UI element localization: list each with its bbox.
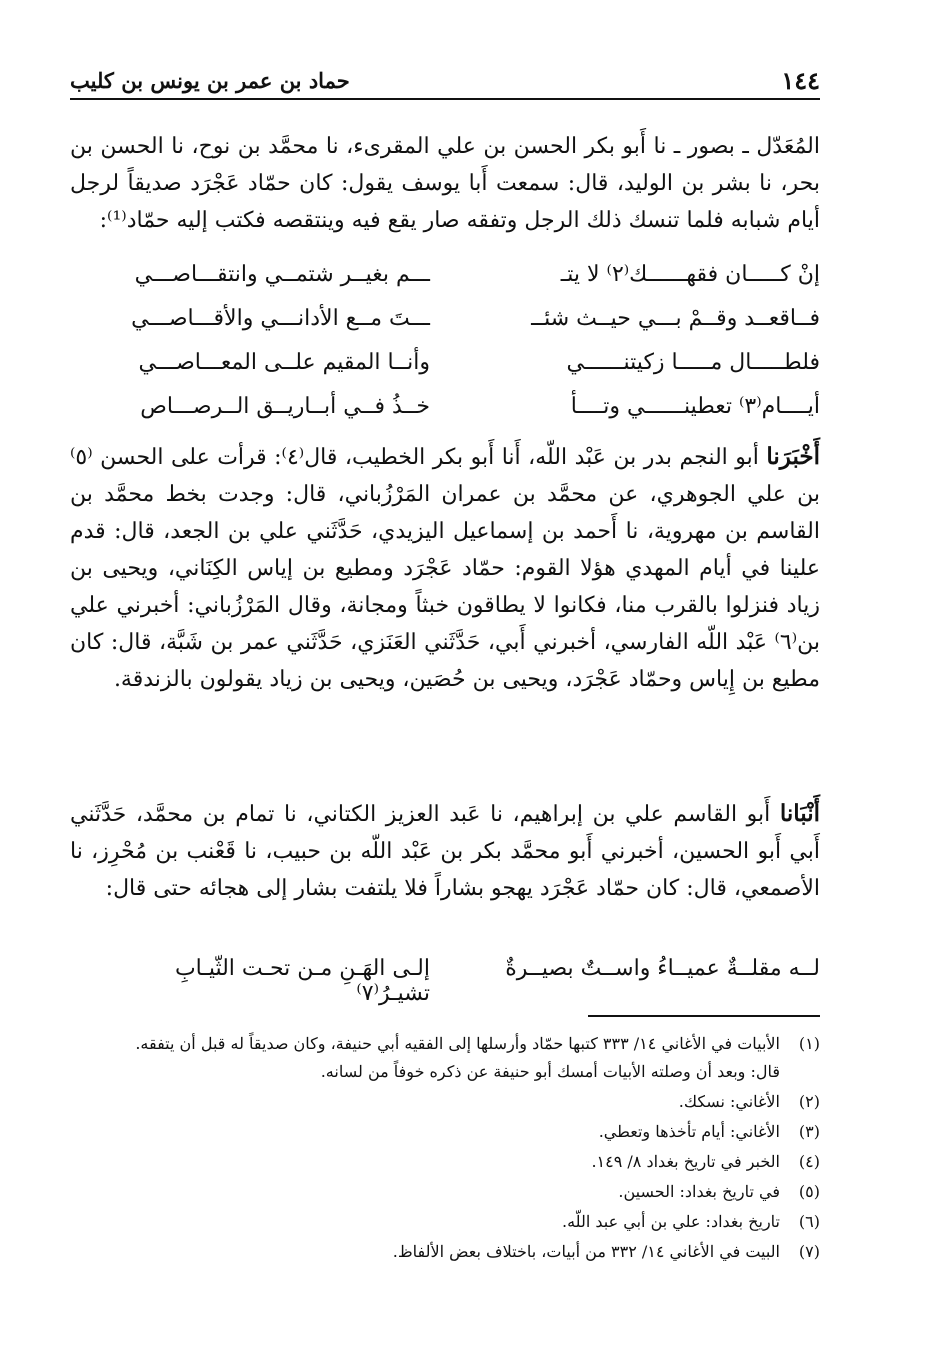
footnote-number: (٢)	[798, 1092, 820, 1111]
paragraph-lead-word: أَنْبَانا	[779, 800, 820, 827]
footnote	[80, 1088, 820, 1116]
poem-1	[100, 262, 820, 438]
verse-first-hemistich: إنْ كـــــان فقهــــــك⁽٢⁾ لا يتـ	[560, 262, 820, 287]
paragraph-1: المُعَدّل ـ بصور ـ نا أَبو بكر الحسن بن علي المقرىء، نا محمَّد بن نوح، نا الحسن بن بحر، نا بشر بن الوليد، قال: سمعت أَبا يوسف يقول: كان حمّاد عَجْرَد صديقاً لرجل أيام شبابه فلما تنسك ذلك الرجل وتفقه صار يقع فيه وينتقصه فكتب إليه حمّاد⁽¹⁾:	[70, 134, 820, 233]
verse-first-hemistich: أيــــام⁽٣⁾ تعطينــــــي وتــــأ	[570, 394, 820, 419]
paragraph-text: أَبو القاسم علي بن إبراهيم، نا عَبد العزيز الكتاني، نا تمام بن محمَّد، حَدَّثَني أَبي أَبو الحسين، أخبرني أَبو محمَّد بكر بن عَبْد اللّه بن حبيب، نا قَعْنب بن مُحْرِز، نا الأصمعي، قال: كان حمّاد عَجْرَد يهجو بشاراً فلا يلتفت بشار إلى هجائه حتى قال:	[70, 802, 820, 901]
verse-first-hemistich: فــاقعــد وقــمْ بـــي حيــث شئــ	[531, 306, 820, 331]
footnote-number: (٦)	[798, 1212, 820, 1231]
paragraph-3	[70, 795, 820, 907]
page-number: ١٤٤	[781, 66, 820, 95]
footnote	[80, 1030, 820, 1086]
verse-second-hemistich: إلـى الهَـنِ مـن تحـت الثّيـابِ تشيـرُ⁽٧⁾	[174, 956, 430, 1006]
footnote-text: في تاريخ بغداد: الحسين.	[618, 1182, 780, 1201]
verse	[100, 350, 820, 394]
paragraph-text: أبو النجم بدر بن عَبْد اللّه، أَنا أَبو بكر الخطيب، قال⁽٤⁾: قرأت على الحسن ⁽٥⁾ بن علي الجوهري، عن محمَّد بن عمران المَرْزُباني، قال: وجدت بخط محمَّد بن القاسم بن مهروية، نا أَحمد بن إسماعيل اليزيدي، حَدَّثَني علي بن الجعد، قال: قدم علينا في أيام المهدي هؤلا القوم: حمّاد عَجْرَد ومطيع بن إياس الكِنَاني، ويحيى بن زياد فنزلوا بالقرب منا، فكانوا لا يطاقون خبثاً ومجانة، وقال المَرْزُباني: أخبرني علي بن⁽٦⁾ عَبْد اللّه الفارسي، أخبرني أَبي، حَدَّثَني العَنَزي، حَدَّثَني عمر بن شَبَّة، قال: كان مطيع بن إِياس وحمّاد عَجْرَد، ويحيى بن حُصَين، ويحيى بن زياد يقولون بالزندقة.	[70, 445, 820, 692]
footnote	[80, 1238, 820, 1266]
footnote	[80, 1178, 820, 1206]
verse	[100, 262, 820, 306]
paragraph-lead-word: أَخْبَرَنا	[766, 443, 820, 470]
footnote-number: (٥)	[798, 1182, 820, 1201]
running-title: حماد بن عمر بن يونس بن كليب	[70, 68, 350, 93]
footnote-number: (٧)	[798, 1242, 820, 1261]
footnote-text: الأغاني: أيام تأخذها وتعطي.	[598, 1122, 780, 1141]
footnote-continuation: قال: وبعد أن وصلته الأبيات أمسك أبو حنيفة عن ذكره خوفاً من لسانه.	[320, 1062, 780, 1081]
verse-first-hemistich: فلطـــــال مـــــا زكيتنــــــي	[566, 350, 820, 375]
verse-second-hemistich: خــذُ فــي أبــاريــق الــرصـــاص	[140, 394, 430, 419]
footnote	[80, 1148, 820, 1176]
footnote-text: الخبر في تاريخ بغداد ٨/ ١٤٩.	[591, 1152, 780, 1171]
verse-second-hemistich: ـــتَ مــع الأدانـــي والأقـــاصـــي	[131, 306, 430, 331]
footnotes	[80, 1030, 820, 1268]
footnote-text: الأبيات في الأغاني ١٤/ ٣٣٣ كتبها حمّاد وأرسلها إلى الفقيه أبي حنيفة، وكان صديقاً له قبل أن يتفقه.	[135, 1034, 780, 1053]
footnote-separator	[588, 1015, 820, 1017]
footnote-number: (١)	[798, 1034, 820, 1053]
verse-first-hemistich: لــه مقلــةٌ عميــاءُ واســتٌ بصيــرةٌ	[505, 956, 820, 981]
verse-second-hemistich: وأنــا المقيم علــى المعـــاصـــي	[138, 350, 430, 375]
verse-second-hemistich: ـــم بغيــر شتمــي وانتقـــاصـــي	[134, 262, 430, 287]
footnote	[80, 1118, 820, 1146]
verse	[100, 956, 820, 1006]
paragraph-2	[70, 438, 820, 698]
footnote	[80, 1208, 820, 1236]
footnote-number: (٣)	[798, 1122, 820, 1141]
footnote-text: تاريخ بغداد: علي بن أبي عبد اللّه.	[562, 1212, 780, 1231]
verse	[100, 394, 820, 438]
footnote-text: البيت في الأغاني ١٤/ ٣٣٢ من أبيات، باختلاف بعض الألفاظ.	[392, 1242, 780, 1261]
footnote-text: الأغاني: نسكك.	[678, 1092, 780, 1111]
poem-2	[100, 956, 820, 1006]
verse	[100, 306, 820, 350]
footnote-number: (٤)	[798, 1152, 820, 1171]
page-header	[70, 60, 820, 100]
